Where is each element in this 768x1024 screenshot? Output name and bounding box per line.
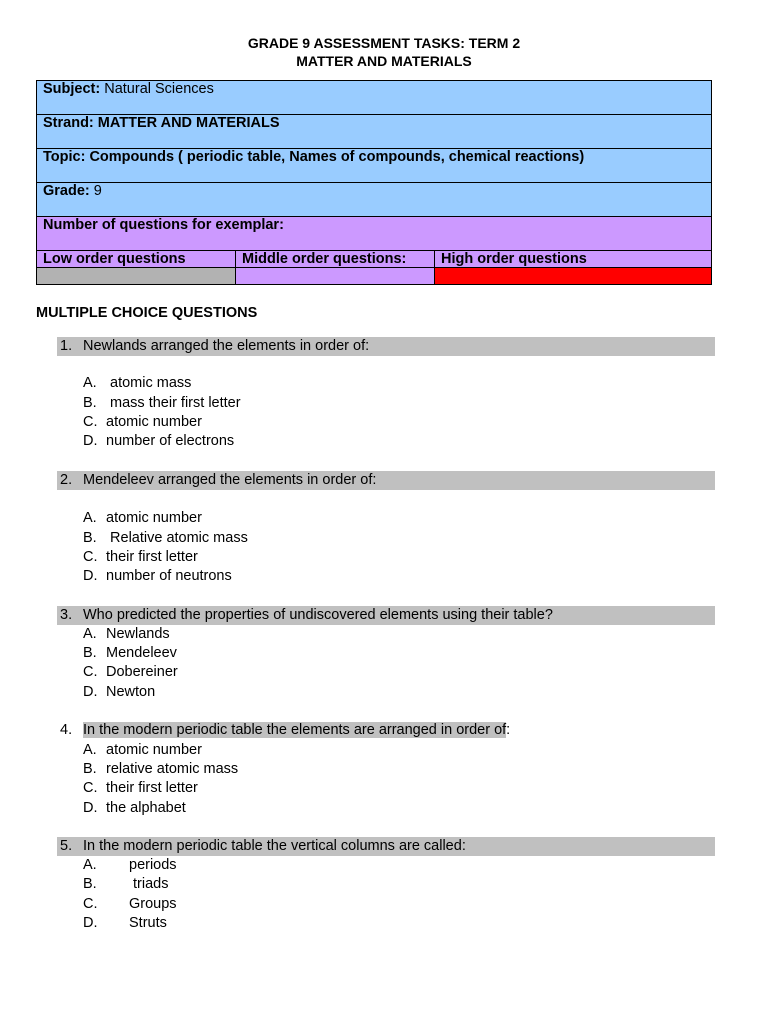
- option: [83, 683, 155, 702]
- question-text: Who predicted the properties of undiscovered elements using their table?: [83, 607, 553, 623]
- question-4: [57, 721, 715, 740]
- option: [83, 394, 241, 413]
- option-text: their first letter: [106, 780, 198, 796]
- grade-value: 9: [89, 183, 102, 199]
- question-number: 3.: [60, 607, 73, 623]
- subject-row: [37, 81, 712, 115]
- option: [83, 895, 177, 914]
- option: [83, 432, 234, 451]
- option: [83, 509, 202, 528]
- option-letter: A.: [83, 375, 97, 391]
- option-text: Newlands: [106, 626, 170, 642]
- option-letter: B.: [83, 395, 97, 411]
- question-number: 1.: [60, 338, 73, 354]
- option-text: atomic number: [106, 742, 202, 758]
- option-letter: D.: [83, 433, 98, 449]
- topic-row: [37, 149, 712, 183]
- option-letter: C.: [83, 664, 98, 680]
- info-table: [36, 80, 712, 285]
- option-text: the alphabet: [106, 800, 186, 816]
- order-headers-row: [37, 251, 712, 268]
- question-text: In the modern periodic table the vertical columns are called:: [83, 838, 466, 854]
- option: [83, 567, 232, 586]
- option: [83, 374, 191, 393]
- option: [83, 914, 167, 933]
- option-letter: B.: [83, 876, 97, 892]
- option-letter: B.: [83, 645, 97, 661]
- option-text: Groups: [129, 896, 177, 912]
- option-text: number of electrons: [106, 433, 235, 449]
- question-number: 4.: [60, 722, 73, 738]
- option-letter: B.: [83, 761, 97, 777]
- order-colors-row: [37, 268, 712, 285]
- option-text: atomic number: [106, 414, 202, 430]
- low-order-swatch: [37, 268, 236, 285]
- option: [83, 529, 248, 548]
- option-text: Relative atomic mass: [106, 530, 248, 546]
- question-number: 2.: [60, 472, 73, 488]
- document-subtitle: MATTER AND MATERIALS: [296, 53, 472, 69]
- number-of-questions-row: [37, 217, 712, 251]
- option-text: triads: [129, 876, 169, 892]
- option-letter: A.: [83, 510, 97, 526]
- option: [83, 644, 177, 663]
- option-letter: D.: [83, 915, 98, 931]
- option: [83, 413, 202, 432]
- question-text: Mendeleev arranged the elements in order of:: [83, 472, 377, 488]
- option-text: atomic number: [106, 510, 202, 526]
- option-letter: C.: [83, 549, 98, 565]
- number-of-questions-label: Number of questions for exemplar:: [37, 217, 712, 251]
- question-text-tail: :: [506, 722, 511, 738]
- section-heading: MULTIPLE CHOICE QUESTIONS: [36, 305, 258, 321]
- option-letter: C.: [83, 780, 98, 796]
- option-text: Mendeleev: [106, 645, 177, 661]
- option: [83, 779, 198, 798]
- option-text: relative atomic mass: [106, 761, 239, 777]
- option: [83, 663, 178, 682]
- grade-row: [37, 183, 712, 217]
- strand-label: Strand: MATTER AND MATERIALS: [37, 115, 712, 149]
- high-order-label: High order questions: [435, 251, 712, 268]
- option-text: periods: [129, 857, 177, 873]
- option: [83, 741, 202, 760]
- option-text: Struts: [129, 915, 167, 931]
- option-letter: A.: [83, 857, 97, 873]
- document-title: GRADE 9 ASSESSMENT TASKS: TERM 2: [247, 35, 521, 51]
- option: [83, 856, 177, 875]
- topic-label: Topic: Compounds ( periodic table, Names of compounds, chemical reactions): [37, 149, 712, 183]
- option: [83, 625, 170, 644]
- question-text: Newlands arranged the elements in order of:: [83, 338, 370, 354]
- question-highlighted-text: In the modern periodic table the elements are arranged in order of: [83, 722, 507, 738]
- option-letter: D.: [83, 684, 98, 700]
- question-2: [57, 471, 715, 490]
- grade-label: Grade:: [43, 183, 90, 199]
- option-letter: C.: [83, 414, 98, 430]
- question-number: 5.: [60, 838, 73, 854]
- subject-value: Natural Sciences: [100, 81, 214, 97]
- question-3: [57, 606, 715, 625]
- option: [83, 548, 198, 567]
- option: [83, 760, 238, 779]
- question-5: [57, 837, 715, 856]
- option-text: atomic mass: [106, 375, 192, 391]
- option: [83, 875, 169, 894]
- option-letter: C.: [83, 896, 98, 912]
- middle-order-swatch: [236, 268, 435, 285]
- option-letter: D.: [83, 800, 98, 816]
- option-text: Dobereiner: [106, 664, 178, 680]
- option-letter: A.: [83, 742, 97, 758]
- option-text: Newton: [106, 684, 156, 700]
- option-letter: D.: [83, 568, 98, 584]
- question-1: [57, 337, 715, 356]
- middle-order-label: Middle order questions:: [236, 251, 435, 268]
- question-text: [83, 721, 510, 740]
- strand-row: [37, 115, 712, 149]
- subject-label: Subject:: [43, 81, 101, 97]
- option-letter: B.: [83, 530, 97, 546]
- option-text: number of neutrons: [106, 568, 232, 584]
- option-text: their first letter: [106, 549, 198, 565]
- low-order-label: Low order questions: [37, 251, 236, 268]
- high-order-swatch: [435, 268, 712, 285]
- option-letter: A.: [83, 626, 97, 642]
- option: [83, 799, 186, 818]
- option-text: mass their first letter: [106, 395, 241, 411]
